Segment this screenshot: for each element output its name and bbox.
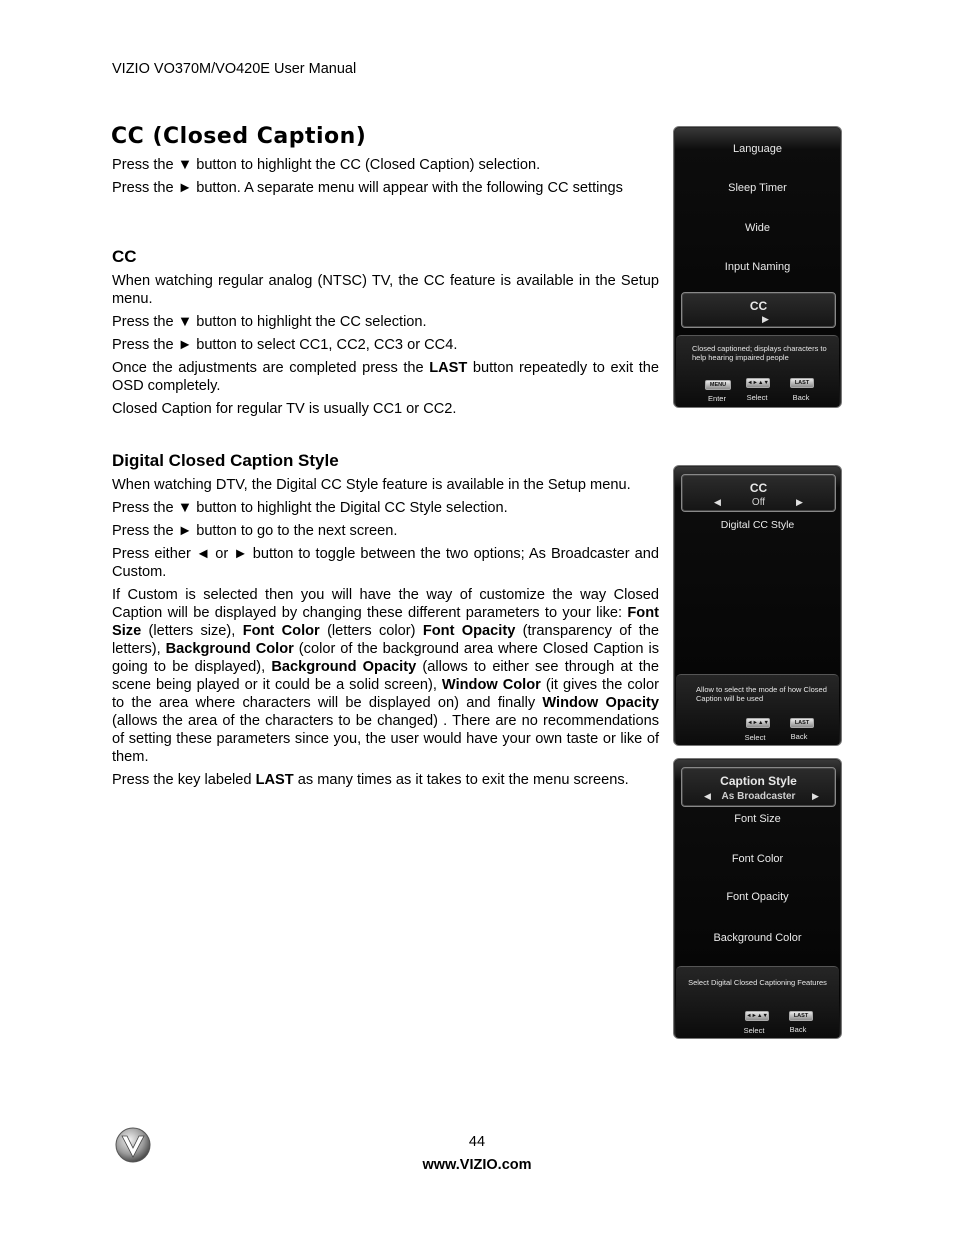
menu-item-font-opacity[interactable]: Font Opacity bbox=[726, 891, 789, 903]
text-span: (allows the area of the characters to be changed) . There are no recommendations of setting these parameters since you, the user would have your own taste or like of them. bbox=[112, 713, 659, 765]
navigation-buttons-icon: ◄►▲▼ bbox=[747, 720, 769, 726]
text-span: (transparency of the letters), bbox=[112, 623, 659, 657]
section-title: CC (Closed Caption) bbox=[111, 124, 367, 149]
dcs-paragraph: Press the ▼ button to highlight the Digital CC Style selection. bbox=[112, 500, 508, 516]
page-number: 44 bbox=[468, 1134, 486, 1150]
dcs-heading: Digital Closed Caption Style bbox=[112, 451, 339, 470]
footer-url: www.VIZIO.com bbox=[422, 1157, 532, 1173]
osd-screen-caption-style bbox=[673, 758, 842, 1039]
last-button-icon: LAST bbox=[789, 1011, 813, 1021]
cc-value: Off bbox=[751, 497, 766, 508]
selected-label: CC bbox=[749, 299, 768, 313]
text-span: (it gives the color to the area where characters will be displayed on) and finally bbox=[112, 677, 659, 711]
menu-item-language[interactable]: Language bbox=[733, 143, 782, 155]
back-label: Back bbox=[789, 1025, 807, 1034]
cc-paragraph: Closed Caption for regular TV is usually CC1 or CC2. bbox=[112, 401, 457, 417]
arrow-right-icon: ▶ bbox=[796, 497, 803, 507]
osd-screen-setup bbox=[673, 126, 842, 408]
bold-text: Font Opacity bbox=[422, 623, 516, 639]
menu-item-sleep-timer[interactable]: Sleep Timer bbox=[728, 182, 787, 194]
description-text: Select Digital Closed Captioning Features bbox=[688, 978, 827, 987]
bold-text: Background Color bbox=[165, 641, 294, 657]
text-span: Once the adjustments are completed press the bbox=[112, 360, 430, 376]
dcs-text bbox=[112, 476, 659, 794]
back-label: Back bbox=[790, 732, 808, 741]
caption-style-selector[interactable] bbox=[681, 767, 836, 807]
last-button-icon: LAST bbox=[790, 378, 814, 388]
arrow-right-icon: ▶ bbox=[762, 314, 769, 324]
cc-paragraph: When watching regular analog (NTSC) TV, the CC feature is available in the Setup menu. bbox=[112, 273, 659, 307]
bold-text: Font Color bbox=[242, 623, 320, 639]
text-span: as many times as it takes to exit the menu screens. bbox=[293, 772, 629, 788]
cc-paragraph-last bbox=[112, 359, 659, 395]
intro-paragraph: Press the ► button. A separate menu will appear with the following CC settings bbox=[112, 180, 623, 196]
description-text: Allow to select the mode of how Closed Caption will be used bbox=[696, 685, 827, 703]
intro-text bbox=[112, 156, 659, 202]
cc-paragraph: Press the ► button to select CC1, CC2, CC3 or CC4. bbox=[112, 337, 458, 353]
bold-text: Background Opacity bbox=[271, 659, 417, 675]
cc-title: CC bbox=[749, 481, 768, 495]
dcs-paragraph: When watching DTV, the Digital CC Style feature is available in the Setup menu. bbox=[112, 477, 631, 493]
text-span: (letters color) bbox=[319, 623, 423, 639]
bold-text: LAST bbox=[255, 772, 294, 788]
description-area bbox=[676, 966, 839, 1039]
select-label: Select bbox=[746, 393, 768, 402]
menu-item-font-color[interactable]: Font Color bbox=[731, 853, 784, 865]
dcs-paragraph-last bbox=[112, 771, 659, 789]
bold-text: Window Color bbox=[441, 677, 541, 693]
text-span: If Custom is selected then you will have the way of customize the way Closed Caption will be displayed by changing these different parameters to your like: bbox=[112, 587, 659, 621]
menu-item-cc-selected[interactable] bbox=[681, 292, 836, 328]
arrow-right-icon: ▶ bbox=[812, 791, 819, 801]
text-span: (allows to either see through at the scene being played or it could be a solid screen), bbox=[112, 659, 659, 693]
arrow-left-icon: ◀ bbox=[714, 497, 721, 507]
back-label: Back bbox=[792, 393, 810, 402]
text-span: (letters size), bbox=[141, 623, 243, 639]
bold-text: Window Opacity bbox=[542, 695, 659, 711]
document-header: VIZIO VO370M/VO420E User Manual bbox=[112, 61, 357, 77]
navigation-buttons-icon: ◄►▲▼ bbox=[747, 380, 769, 386]
navigation-buttons-icon: ◄►▲▼ bbox=[746, 1013, 768, 1019]
enter-label: Enter bbox=[708, 394, 726, 403]
caption-style-title: Caption Style bbox=[720, 774, 797, 788]
select-label: Select bbox=[743, 1026, 765, 1035]
dcs-paragraph: Press either ◄ or ► button to toggle between the two options; As Broadcaster and Custom. bbox=[112, 546, 659, 580]
text-span: (color of the background area where Closed Caption is going to be displayed), bbox=[112, 641, 659, 675]
select-label: Select bbox=[744, 733, 766, 742]
menu-item-input-naming[interactable]: Input Naming bbox=[724, 261, 791, 273]
cc-paragraph: Press the ▼ button to highlight the CC selection. bbox=[112, 314, 427, 330]
cc-selector[interactable] bbox=[681, 474, 836, 512]
last-button-icon: LAST bbox=[790, 718, 814, 728]
menu-item-font-size[interactable]: Font Size bbox=[734, 813, 781, 825]
menu-button-icon: MENU bbox=[705, 380, 731, 390]
dcs-paragraph: Press the ► button to go to the next screen. bbox=[112, 523, 398, 539]
description-text: Closed captioned; displays characters to help hearing impaired people bbox=[692, 344, 827, 362]
cc-text bbox=[112, 272, 659, 423]
intro-paragraph: Press the ▼ button to highlight the CC (Closed Caption) selection. bbox=[112, 157, 541, 173]
dcs-custom-paragraph bbox=[112, 586, 659, 766]
bold-text: LAST bbox=[429, 360, 468, 376]
menu-item-background-color[interactable]: Background Color bbox=[713, 932, 802, 944]
text-span: button repeatedly to exit the OSD completely. bbox=[112, 360, 659, 394]
bold-text: Font Size bbox=[112, 605, 659, 639]
menu-item-wide[interactable]: Wide bbox=[744, 222, 771, 234]
menu-item-digital-cc-style[interactable]: Digital CC Style bbox=[720, 519, 795, 531]
caption-style-value: As Broadcaster bbox=[721, 791, 796, 802]
text-span: Press the key labeled bbox=[112, 772, 256, 788]
osd-screen-cc bbox=[673, 465, 842, 746]
description-area bbox=[676, 674, 839, 746]
arrow-left-icon: ◀ bbox=[704, 791, 711, 801]
description-area bbox=[676, 335, 839, 408]
cc-heading: CC bbox=[112, 247, 137, 266]
